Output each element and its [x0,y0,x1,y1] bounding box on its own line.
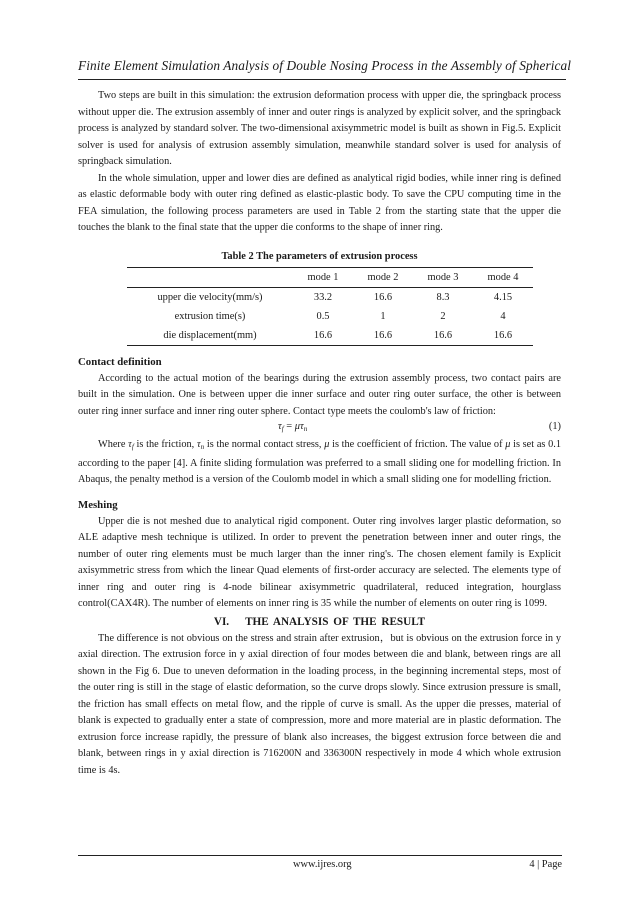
table-cell: 16.6 [493,329,513,341]
page-body [78,88,561,779]
table-cell: 33.2 [313,291,333,303]
page-number: 4 | Page [529,859,562,870]
table-cell: 16.6 [373,329,393,341]
table-cell: 0.5 [316,310,330,322]
table-cell: 16.6 [313,329,333,341]
friction-equation [78,420,561,437]
results-paragraph: The difference is not obvious on the stress and strain after extrusion，but is obvious on the extrusion force in y axial direction. The extrusion force in y axial direction of four modes between die and blank, between rings are all shown in the Fig 6. Due to uneven deformation in the loading process, in the beginning incremental steps, most of the outer ring is still in the stage of elastic deformation, so the curve drops slowly. Since extrusion pressure is small, the friction has small effects on metal flow, and the ripple of curve is small. As the upper die presses, material of blank is expected to gradually enter a state of compression, more and more material are in plastic deformation. The extrusion force increase rapidly, the pressure of blank also increases, the biggest extrusion force between die and blank, between rings in y axial direction is 716200N and 336300N respectively in mode 4 which whole extrusion time is 4s. [78,632,561,776]
table-cell: 8.3 [436,291,450,303]
table-cell: 2 [440,310,446,322]
table-header-cell: mode 1 [307,271,339,283]
intro-paragraph-1: Two steps are built in this simulation: the extrusion deformation process with upper die, the springback process without upper die. The extrusion assembly of inner and outer rings is analyzed by explicit solver, and the springback process is analyzed by standard solver. The two-dimensional axisymmetric model is built as shown in Fig.5. Explicit solver is used for analysis of extrusion assembly simulation, meanwhile standard solver is used for analysis of springback simulation. [78,90,561,167]
table-header-cell: mode 4 [487,271,519,283]
table-header-row [127,267,533,287]
running-header: Finite Element Simulation Analysis of Double Nosing Process in the Assembly of Spherical [78,58,572,73]
table-header-cell: mode 2 [367,271,399,283]
page-footer [78,855,562,876]
header-rule [78,79,566,80]
table-header-cell [127,267,293,287]
section-heading [78,615,561,630]
where-paragraph: Where $\tau_f$ is the friction, $\tau_n$ is the normal contact stress, μ is the coefficient of friction. The value of μ is set as 0.1 according to the paper [4]. A finite sliding formulation was preferred to a small sliding one for modelling friction. In Abaqus, the penalty method is a version of the Coulomb model in which a small sliding one for modelling friction. [78,439,561,485]
table-row [127,287,533,307]
table-cell: 1 [380,310,386,322]
table-cell: 16.6 [373,291,393,303]
parameters-table [127,267,533,346]
table-row [127,326,533,346]
equation-number: (1) [548,421,561,432]
footer-url: www.ijres.org [293,859,352,870]
table-cell: 4.15 [493,291,513,303]
table-cell: die displacement(mm) [163,329,257,341]
contact-definition-heading: Contact definition [78,355,162,368]
table-cell: 4 [500,310,506,322]
equation-body: $\tau_f = \mu\tau_n$ [278,421,308,433]
contact-paragraph: According to the actual motion of the bearings during the extrusion assembly process, two contact pairs are built in the simulation. One is between upper die inner surface and outer ring outer surface, the other is between outer ring inner surface and inner ring outer sphere. Contact type meets the coulomb's law of friction: [78,372,561,417]
meshing-heading: Meshing [78,498,118,511]
table-header-cell: mode 3 [427,271,459,283]
table-cell: extrusion time(s) [174,310,246,322]
table-2-title: Table 2 The parameters of extrusion process [221,250,418,262]
intro-paragraph-2: In the whole simulation, upper and lower dies are defined as analytical rigid bodies, while inner ring is defined as elastic deformable body with outer ring defined as elastic-plastic body. To save the CPU computing time in the FEA simulation, the following process parameters are used in Table 2 from the starting state that the upper die touches the blank to the final state that the upper die conforms to the shape of inner ring. [78,172,561,233]
section-title-text: THE ANALYSIS OF THE RESULT [245,615,426,628]
meshing-paragraph: Upper die is not meshed due to analytical rigid component. Outer ring involves larger plastic deformation, so ALE adaptive mesh technique is utilized. In order to prevent the penetration between inner and outer rings, the number of outer ring elements must be much larger than the inner ring's. The chosen element family is Explicit axisymmetric stress from which the linear Quad elements of first-order accuracy are selected. The elements type of inner ring and outer ring is 4-node bilinear axisymmetric quadrilateral, reduced integration, hourglass control(CAX4R). The number of elements on inner ring is 35 while the number of elements on outer ring is 1099. [78,515,561,609]
table-row [127,307,533,326]
table-cell: upper die velocity(mm/s) [157,291,263,303]
table-cell: 16.6 [433,329,453,341]
section-number: VI. [213,615,230,628]
